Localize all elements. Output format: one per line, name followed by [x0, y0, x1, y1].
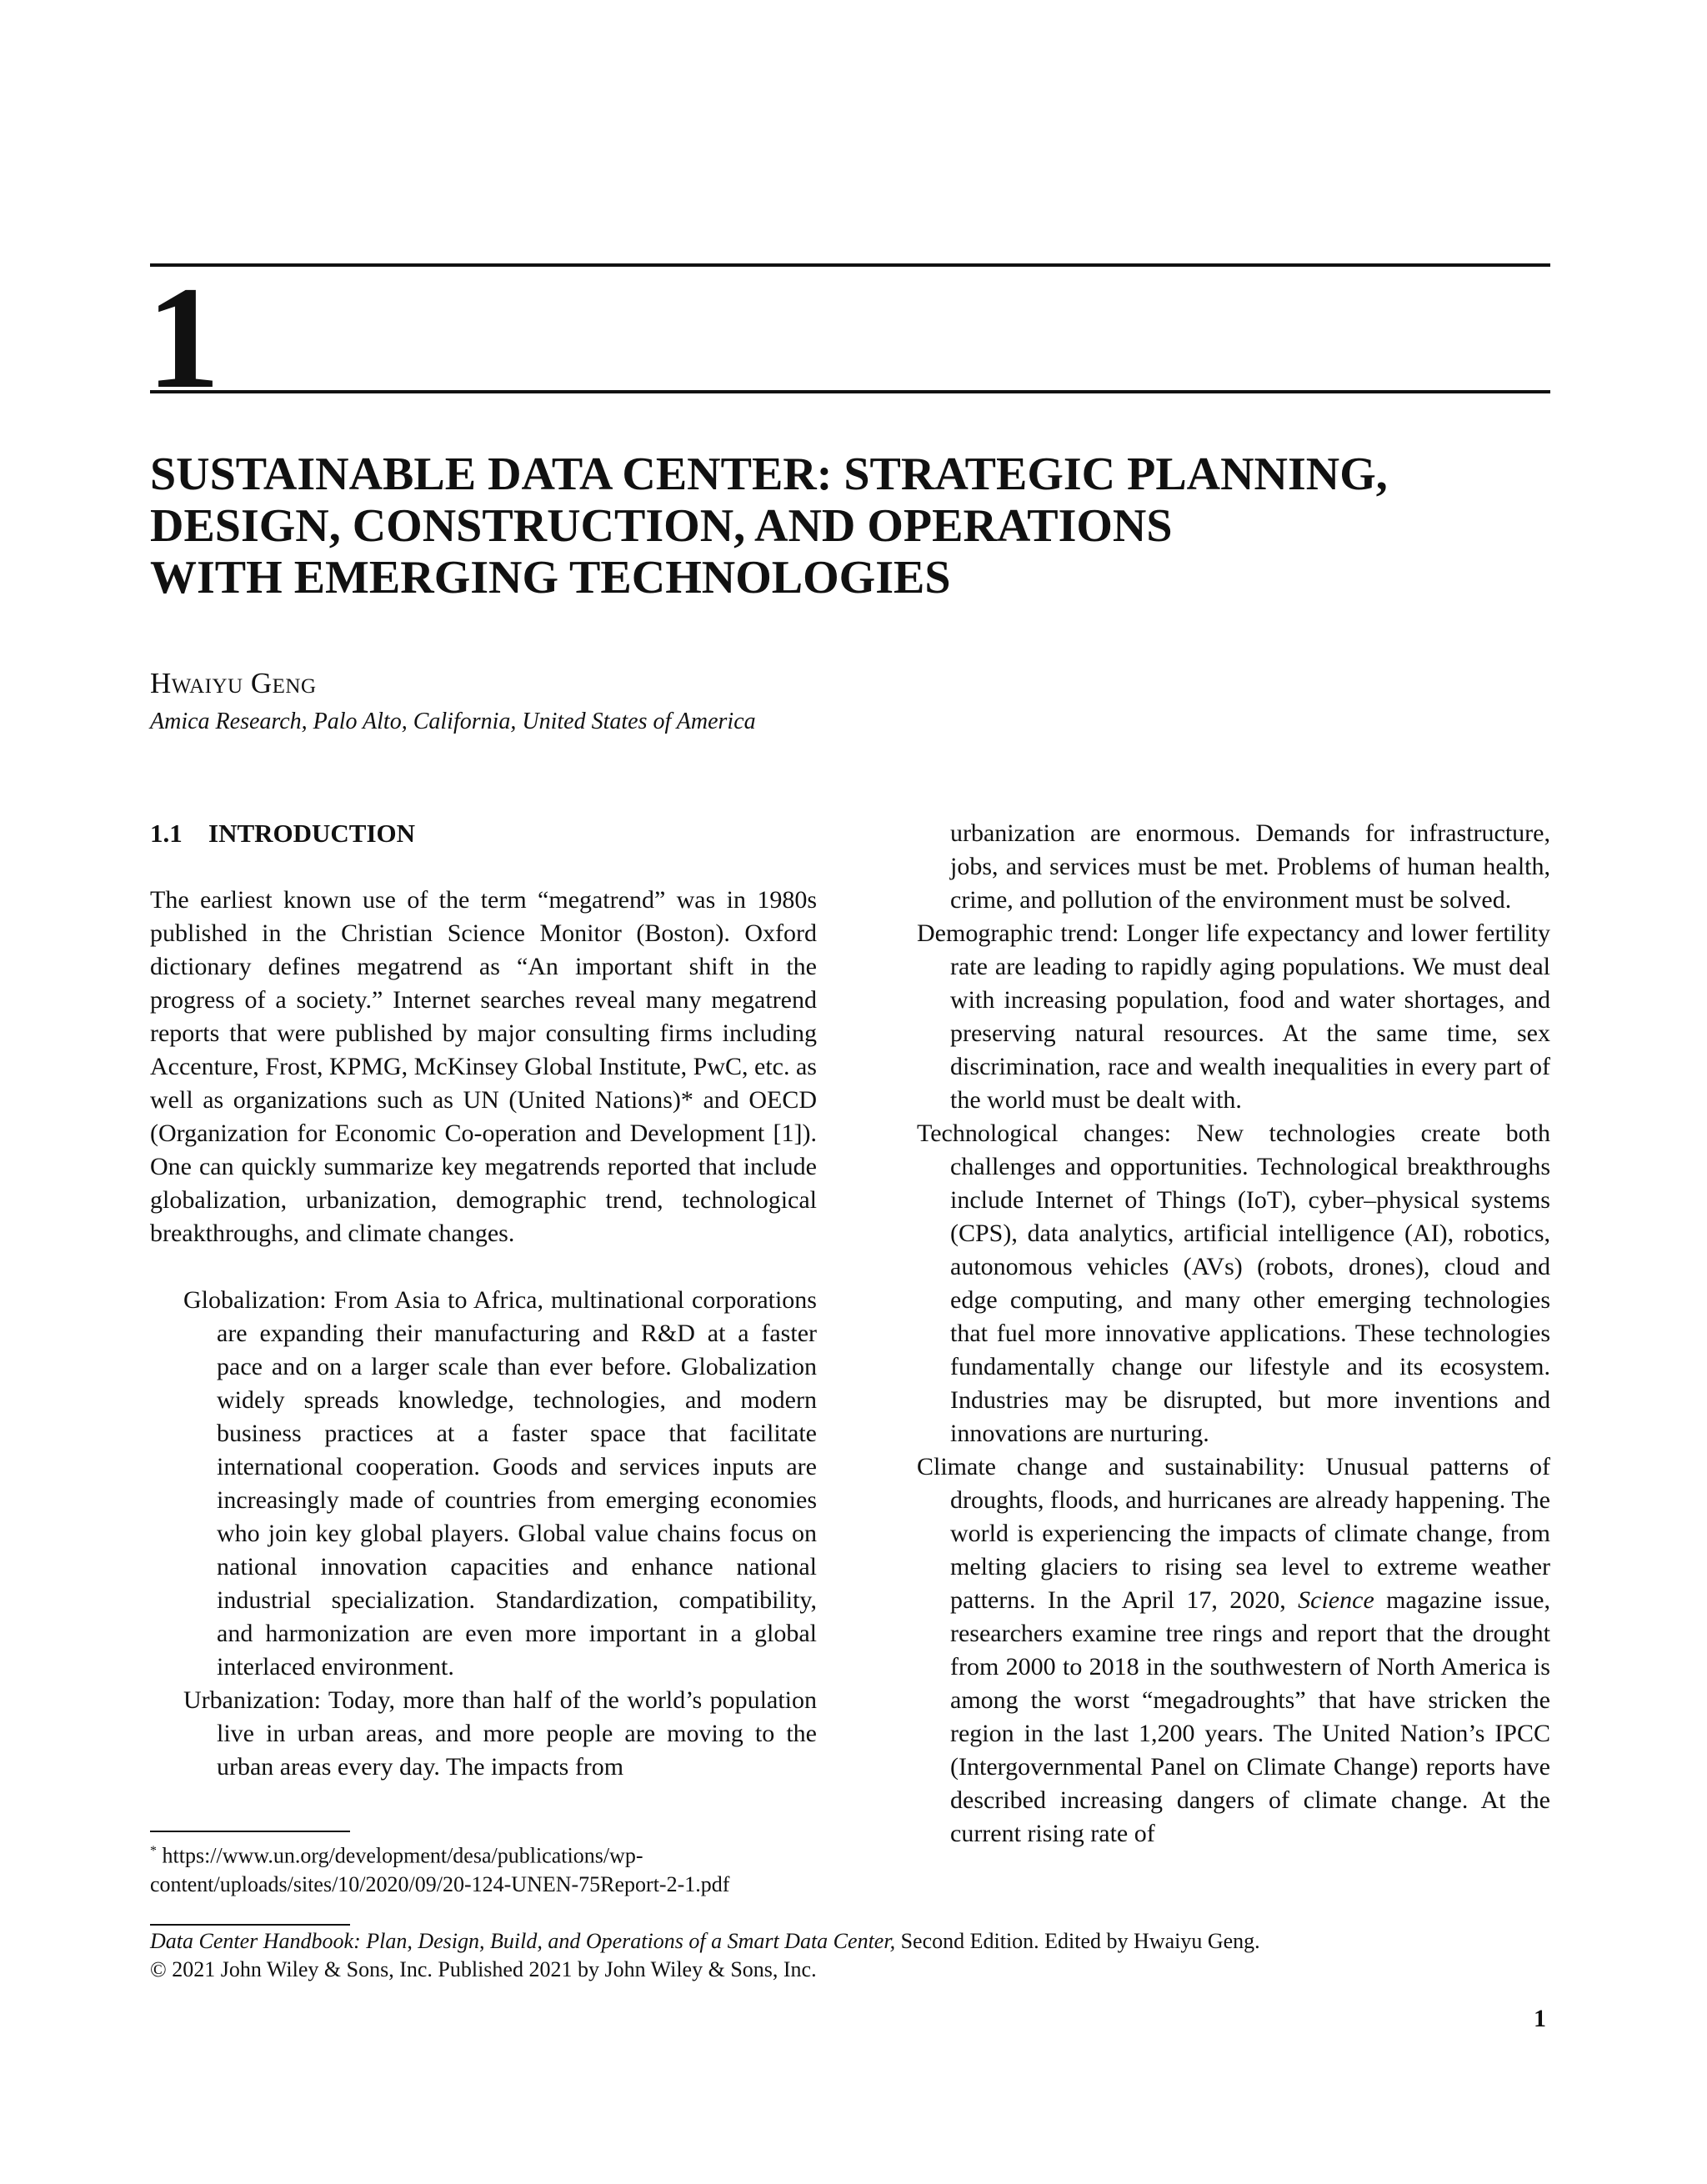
book-footer	[150, 1927, 1550, 1984]
section-title: INTRODUCTION	[208, 819, 416, 848]
footnote-marker: *	[150, 1844, 157, 1858]
trend-item-demographic: Demographic trend: Longer life expectancy and lower fertility rate are leading to rapidly aging populations. We must deal with increasing population, food and water shortages, and preserving natural resources. At the same time, sex discrimination, race and wealth inequalities in every part of the world must be dealt with.	[917, 919, 1550, 1114]
science-magazine: Science	[1298, 1586, 1374, 1614]
author-name: Hwaiyu Geng	[150, 667, 317, 699]
urbanization-continued: urbanization are enormous. Demands for infrastructure, jobs, and services must be met. Problems of human health, crime, and pollution of the environment must be solved.	[950, 819, 1550, 914]
chapter-title-line: WITH EMERGING TECHNOLOGIES	[150, 552, 951, 604]
author-affiliation: Amica Research, Palo Alto, California, United States of America	[150, 709, 756, 734]
trend-item-technological: Technological changes: New technologies create both challenges and opportunities. Technological breakthroughs include Internet of Things (IoT), cyber–physical systems (CPS), data analytics, artificial intelligence (AI), robotics, autonomous vehicles (AVs) (robots, drones), cloud and edge computing, and many other emerging technologies that fuel more innovative applications. These technologies fundamentally change our lifestyle and its ecosystem. Industries may be disrupted, but more inventions and innovations are nurturing.	[917, 1120, 1550, 1447]
footnote-url: https://www.un.org/development/desa/publications/wp-content/uploads/sites/10/2020/09/20-124-UNEN-75Report-2-1.pdf	[150, 1843, 730, 1896]
chapter-number: 1	[147, 257, 220, 419]
chapter-top-rule	[150, 263, 1550, 267]
footer-rule	[150, 1924, 350, 1926]
chapter-title-line: SUSTAINABLE DATA CENTER: STRATEGIC PLANNING,	[150, 448, 1388, 500]
left-column	[150, 817, 817, 1784]
chapter-title-line: DESIGN, CONSTRUCTION, AND OPERATIONS	[150, 500, 1173, 552]
page-number: 1	[1534, 2005, 1546, 2032]
climate-text-before: Climate change and sustainability: Unusual patterns of droughts, floods, and hurricanes are already happening. The world is experiencing the impacts of climate change, from melting glaciers to rising sea level to extreme weather patterns. In the April 17, 2020,	[917, 1453, 1550, 1614]
right-column	[917, 817, 1550, 1851]
chapter-bottom-rule	[150, 390, 1550, 393]
trend-item-urbanization: Urbanization: Today, more than half of the world’s population live in urban areas, and more people are moving to the urban areas every day. The impacts from	[183, 1686, 817, 1781]
section-number: 1.1	[150, 819, 183, 848]
trend-item-globalization: Globalization: From Asia to Africa, multinational corporations are expanding their manufacturing and R&D at a faster pace and on a larger scale than ever before. Globalization widely spreads knowledge, technologies, and modern business practices at a faster space that facilitate international cooperation. Goods and services inputs are increasingly made of countries from emerging economies who join key global players. Global value chains focus on national innovation capacities and enhance national industrial specialization. Standardization, compatibility, and harmonization are even more important in a global interlaced environment.	[183, 1286, 817, 1681]
footnote	[150, 1837, 833, 1899]
book-citation	[150, 1927, 1550, 1956]
chapter-title	[150, 448, 1550, 604]
copyright: © 2021 John Wiley & Sons, Inc. Published 2021 by John Wiley & Sons, Inc.	[150, 1957, 817, 1981]
intro-paragraph: The earliest known use of the term “megatrend” was in 1980s published in the Christian Science Monitor (Boston). Oxford dictionary defines megatrend as “An important shift in the progress of a society.” Internet searches reveal many megatrend reports that were published by major consulting firms including Accenture, Frost, KPMG, McKinsey Global Institute, PwC, etc. as well as organizations such as UN (United Nations)* and OECD (Organization for Economic Co-operation and Development [1]). One can quickly summarize key megatrends reported that include globalization, urbanization, demographic trend, technological breakthroughs, and climate changes.	[150, 886, 817, 1247]
section-heading	[150, 817, 817, 850]
book-subtitle: : Plan, Design, Build, and Operations of a Smart Data Center,	[353, 1929, 896, 1953]
book-title: Data Center Handbook	[150, 1929, 354, 1953]
book-edition: Second Edition. Edited by Hwaiyu Geng.	[895, 1929, 1260, 1953]
trend-item-climate	[917, 1450, 1550, 1851]
footnote-rule	[150, 1831, 350, 1832]
climate-text-after: magazine issue, researchers examine tree rings and report that the drought from 2000 to 2018 in the southwestern of North America is among the worst “megadroughts” that have stricken the region in the last 1,200 years. The United Nation’s IPCC (Intergovernmental Panel on Climate Change) reports have described increasing dangers of climate change. At the current rising rate of	[950, 1586, 1550, 1847]
